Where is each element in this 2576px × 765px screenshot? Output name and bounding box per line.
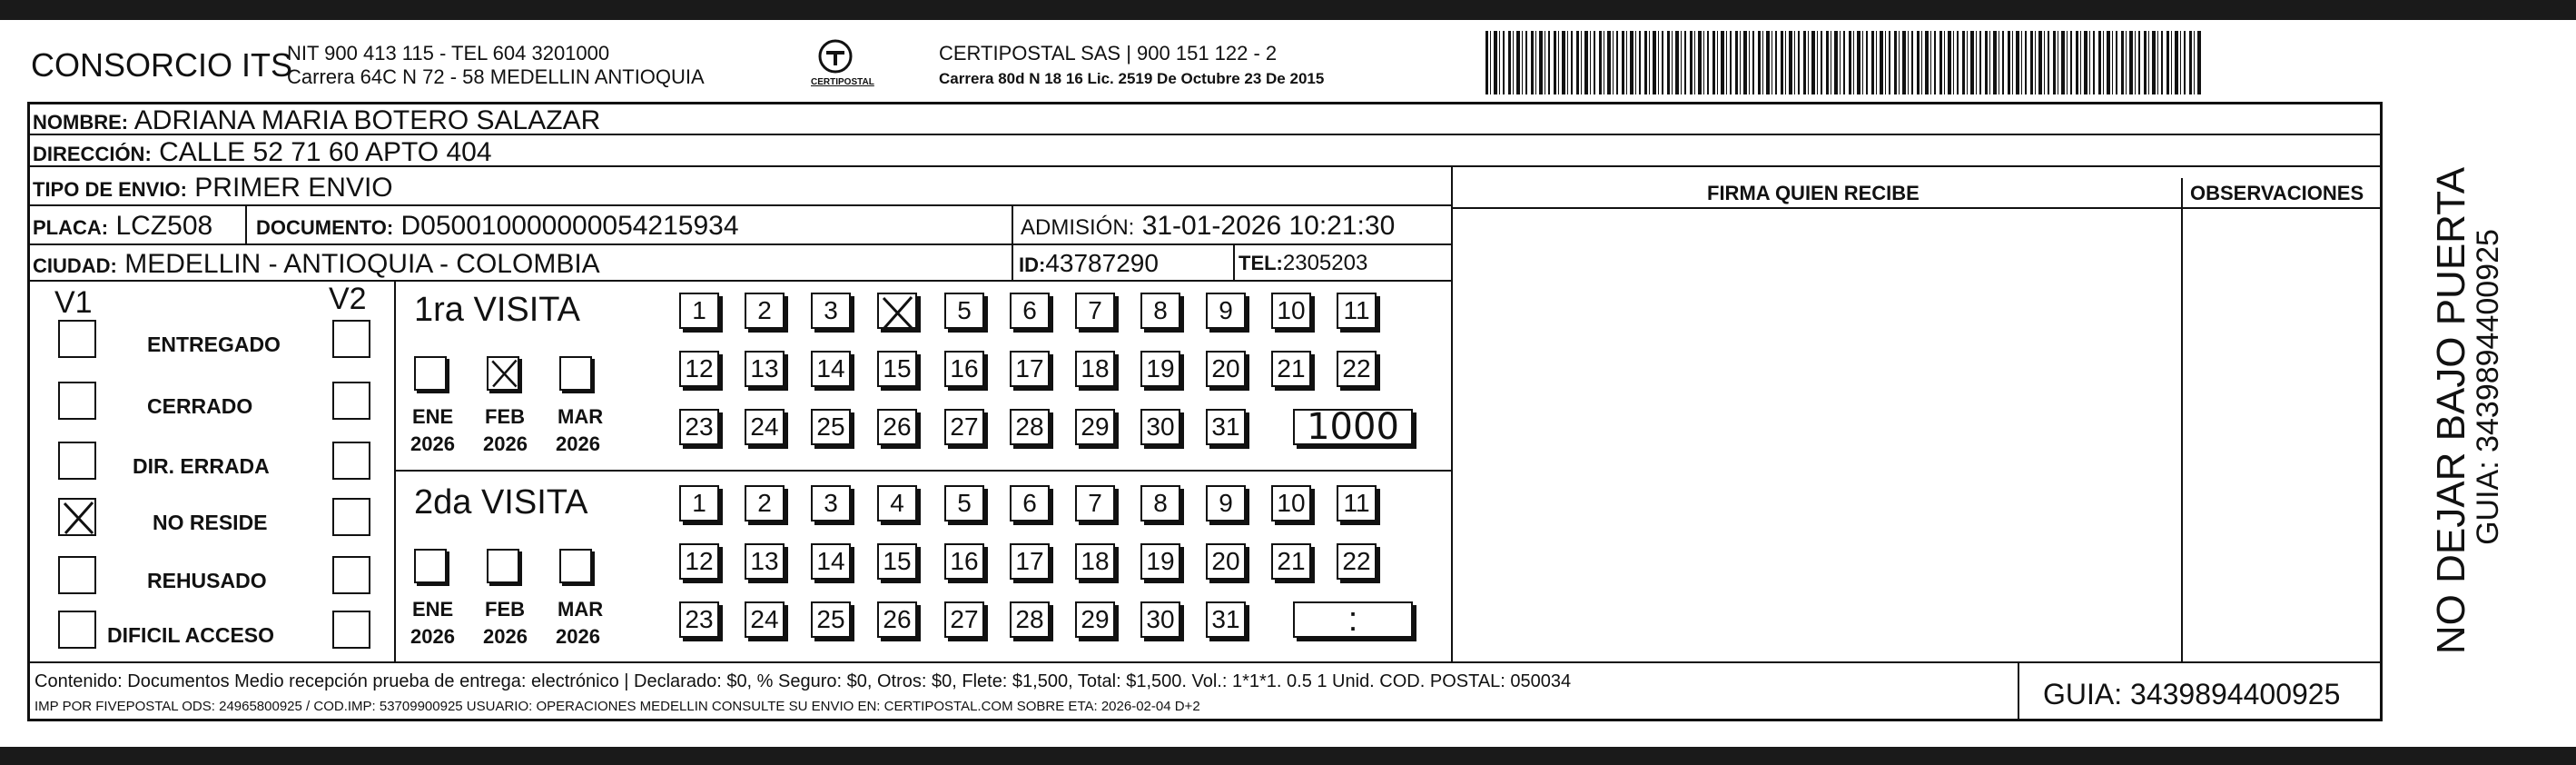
day-checkbox[interactable]: 26 (877, 409, 917, 445)
admision-value: 31-01-2026 10:21:30 (1141, 211, 1396, 241)
footer-guia: GUIA: 3439894400925 (2043, 678, 2341, 710)
id-label: ID: (1019, 253, 1046, 276)
firma-label: FIRMA QUIEN RECIBE (1707, 182, 1920, 204)
month-year: 2026 (483, 625, 528, 648)
status-divider-line (394, 280, 396, 661)
day-checkbox[interactable]: 26 (877, 601, 917, 638)
status-v2-checkbox[interactable] (332, 556, 370, 594)
month-year: 2026 (410, 625, 455, 648)
day-checkbox[interactable]: 1 (679, 293, 719, 329)
day-checkbox[interactable]: 29 (1075, 409, 1115, 445)
month-checkbox[interactable] (487, 356, 519, 391)
v1-label: V1 (54, 285, 93, 320)
company-info-1: NIT 900 413 115 - TEL 604 3201000 (287, 42, 610, 65)
direccion-value: CALLE 52 71 60 APTO 404 (159, 137, 492, 167)
admision-label: ADMISIÓN: (1021, 215, 1135, 240)
carrier-info: Carrera 80d N 18 16 Lic. 2519 De Octubre 23 De 2015 (939, 70, 1325, 87)
month-checkbox[interactable] (414, 549, 447, 583)
day-checkbox[interactable]: 18 (1075, 543, 1115, 580)
observaciones-label: OBSERVACIONES (2190, 182, 2364, 204)
id-value: 43787290 (1045, 249, 1159, 277)
footer-imp: IMP POR FIVEPOSTAL ODS: 24965800925 / COD.IMP: 53709900925 USUARIO: OPERACIONES MEDELLIN CONSULTE SU ENVIO EN: CERTIPOSTAL.COM SOBRE ETA: 2026-02-04 D+2 (35, 699, 1200, 714)
day-checkbox[interactable]: 24 (745, 601, 785, 638)
status-label: REHUSADO (147, 569, 267, 592)
nombre-value: ADRIANA MARIA BOTERO SALAZAR (133, 105, 601, 135)
day-checkbox[interactable]: 8 (1140, 485, 1180, 522)
day-checkbox[interactable]: 1 (679, 485, 719, 522)
status-v1-checkbox[interactable] (58, 320, 96, 358)
ciudad-label: CIUDAD: (33, 254, 117, 277)
day-checkbox[interactable]: 19 (1140, 543, 1180, 580)
visit-title: 1ra VISITA (414, 291, 581, 329)
day-checkbox[interactable]: 20 (1206, 351, 1246, 387)
placa-value: LCZ508 (115, 211, 213, 241)
day-checkbox[interactable]: 2 (745, 293, 785, 329)
month-year: 2026 (483, 432, 528, 455)
day-checkbox[interactable]: 16 (944, 351, 984, 387)
status-label: ENTREGADO (147, 333, 281, 356)
x-mark-icon (60, 500, 96, 536)
day-checkbox[interactable]: 24 (745, 409, 785, 445)
day-checkbox[interactable]: 22 (1337, 351, 1377, 387)
direccion-row (33, 139, 492, 166)
side-guia: GUIA: 3439894400925 (2471, 229, 2505, 545)
v2-label: V2 (329, 282, 367, 316)
tipo-label: TIPO DE ENVIO: (33, 178, 187, 201)
status-v1-checkbox[interactable] (58, 498, 96, 536)
status-v2-checkbox[interactable] (332, 611, 370, 649)
day-checkbox[interactable]: 30 (1140, 601, 1180, 638)
day-checkbox[interactable]: 11 (1337, 293, 1377, 329)
status-v2-checkbox[interactable] (332, 498, 370, 536)
row-line-5 (27, 280, 1451, 282)
day-checkbox[interactable]: 25 (811, 601, 851, 638)
day-checkbox[interactable]: 31 (1206, 601, 1246, 638)
tel-value: 2305203 (1282, 251, 1368, 275)
day-checkbox[interactable]: 14 (811, 543, 851, 580)
status-label: NO RESIDE (153, 511, 268, 534)
status-label: CERRADO (147, 394, 253, 418)
day-checkbox[interactable]: 7 (1075, 485, 1115, 522)
day-checkbox[interactable]: 11 (1337, 485, 1377, 522)
day-checkbox[interactable] (877, 293, 917, 329)
day-checkbox[interactable]: 9 (1206, 293, 1246, 329)
row-line-4 (27, 243, 1451, 245)
tel-row (1239, 253, 1367, 274)
nombre-row (33, 107, 600, 134)
day-checkbox[interactable]: 16 (944, 543, 984, 580)
id-row (1019, 251, 1159, 276)
month-year: 2026 (556, 432, 600, 455)
day-checkbox[interactable]: 6 (1010, 293, 1050, 329)
bottom-scan-border (0, 747, 2576, 765)
month-name: ENE (412, 405, 454, 428)
month-name: MAR (558, 598, 604, 621)
day-checkbox[interactable]: 4 (877, 485, 917, 522)
day-checkbox[interactable]: 6 (1010, 485, 1050, 522)
nombre-label: NOMBRE: (33, 111, 129, 134)
day-checkbox[interactable]: 28 (1010, 601, 1050, 638)
day-checkbox[interactable]: 10 (1271, 293, 1311, 329)
day-checkbox[interactable]: 12 (679, 351, 719, 387)
day-checkbox[interactable]: 5 (944, 293, 984, 329)
carrier-name: CERTIPOSTAL SAS | 900 151 122 - 2 (939, 42, 1278, 65)
day-checkbox[interactable]: 23 (679, 409, 719, 445)
month-checkbox[interactable] (559, 356, 592, 391)
day-checkbox[interactable]: 28 (1010, 409, 1050, 445)
status-v2-checkbox[interactable] (332, 442, 370, 480)
day-checkbox[interactable]: 9 (1206, 485, 1246, 522)
day-checkbox[interactable]: 21 (1271, 351, 1311, 387)
day-checkbox[interactable]: 17 (1010, 351, 1050, 387)
month-name: FEB (485, 598, 525, 621)
company-name: CONSORCIO ITS (31, 46, 293, 84)
day-checkbox[interactable]: 20 (1206, 543, 1246, 580)
month-checkbox[interactable] (487, 549, 519, 583)
day-checkbox[interactable]: 8 (1140, 293, 1180, 329)
month-name: ENE (412, 598, 454, 621)
month-checkbox[interactable] (559, 549, 592, 583)
observaciones-line (2181, 178, 2183, 661)
ciudad-value: MEDELLIN - ANTIOQUIA - COLOMBIA (124, 249, 600, 279)
tel-label: TEL: (1239, 252, 1283, 274)
month-name: FEB (485, 405, 525, 428)
day-checkbox[interactable]: 22 (1337, 543, 1377, 580)
admision-divider (1012, 204, 1013, 280)
x-mark-icon (879, 294, 915, 331)
visit-title: 2da VISITA (414, 483, 588, 522)
observaciones-area[interactable] (2186, 214, 2377, 656)
footer-contenido: Contenido: Documentos Medio recepción prueba de entrega: electrónico | Declarado: $0, % Seguro: $0, Otros: $0, Flete: $1,500, Total: $1,500. Vol.: 1*1*1. 0.5 1 Unid. COD. POSTAL: 050034 (35, 671, 1572, 691)
day-checkbox[interactable]: 27 (944, 601, 984, 638)
x-mark-icon (489, 358, 519, 389)
day-checkbox[interactable]: 30 (1140, 409, 1180, 445)
documento-label: DOCUMENTO: (256, 216, 394, 239)
month-year: 2026 (410, 432, 455, 455)
tel-divider (1233, 243, 1235, 280)
footer-line (27, 661, 2383, 663)
day-checkbox[interactable]: 7 (1075, 293, 1115, 329)
month-year: 2026 (556, 625, 600, 648)
day-checkbox[interactable]: 19 (1140, 351, 1180, 387)
tipo-row (33, 174, 393, 202)
signature-header-line (1451, 207, 2383, 209)
day-checkbox[interactable]: 14 (811, 351, 851, 387)
status-label: DIFICIL ACCESO (107, 623, 275, 647)
day-checkbox[interactable]: 15 (877, 351, 917, 387)
day-checkbox[interactable]: 12 (679, 543, 719, 580)
day-checkbox[interactable]: 3 (811, 485, 851, 522)
day-checkbox[interactable]: 13 (745, 351, 785, 387)
placa-label: PLACA: (33, 216, 109, 239)
day-checkbox[interactable]: 25 (811, 409, 851, 445)
status-v1-checkbox[interactable] (58, 382, 96, 420)
documento-row (256, 213, 739, 240)
status-label: DIR. ERRADA (133, 454, 270, 478)
day-checkbox[interactable]: 17 (1010, 543, 1050, 580)
day-checkbox[interactable]: 27 (944, 409, 984, 445)
day-checkbox[interactable]: 2 (745, 485, 785, 522)
status-v1-checkbox[interactable] (58, 442, 96, 480)
side-notice: NO DEJAR BAJO PUERTA (2429, 166, 2473, 655)
day-checkbox[interactable]: 10 (1271, 485, 1311, 522)
day-checkbox[interactable]: 31 (1206, 409, 1246, 445)
visit-divider-line (394, 470, 1451, 472)
month-checkbox[interactable] (414, 356, 447, 391)
day-checkbox[interactable]: 23 (679, 601, 719, 638)
visit-time-box[interactable]: : (1293, 601, 1413, 638)
status-v1-checkbox[interactable] (58, 556, 96, 594)
visit-time-box[interactable]: 1000 (1293, 409, 1413, 445)
certipostal-logo-icon (817, 38, 854, 75)
month-name: MAR (558, 405, 604, 428)
status-v2-checkbox[interactable] (332, 320, 370, 358)
status-v2-checkbox[interactable] (332, 382, 370, 420)
day-checkbox[interactable]: 29 (1075, 601, 1115, 638)
placa-row (33, 213, 212, 240)
direccion-label: DIRECCIÓN: (33, 143, 152, 165)
barcode (1485, 31, 2203, 94)
row-line-3 (27, 204, 1451, 206)
status-v1-checkbox[interactable] (58, 611, 96, 649)
footer-guia-divider (2018, 661, 2019, 721)
day-checkbox[interactable]: 18 (1075, 351, 1115, 387)
company-info-2: Carrera 64C N 72 - 58 MEDELLIN ANTIOQUIA (287, 65, 705, 88)
signature-area[interactable] (1456, 214, 2176, 656)
day-checkbox[interactable]: 21 (1271, 543, 1311, 580)
day-checkbox[interactable]: 5 (944, 485, 984, 522)
signature-left-line (1451, 165, 1453, 661)
documento-value: D050010000000054215934 (400, 211, 739, 241)
day-checkbox[interactable]: 15 (877, 543, 917, 580)
ciudad-row (33, 251, 600, 278)
admision-row (1021, 213, 1395, 240)
placa-divider (245, 204, 247, 243)
top-scan-border (0, 0, 2576, 20)
day-checkbox[interactable]: 3 (811, 293, 851, 329)
logo-caption: CERTIPOSTAL (811, 77, 874, 87)
tipo-value: PRIMER ENVIO (194, 173, 393, 203)
day-checkbox[interactable]: 13 (745, 543, 785, 580)
